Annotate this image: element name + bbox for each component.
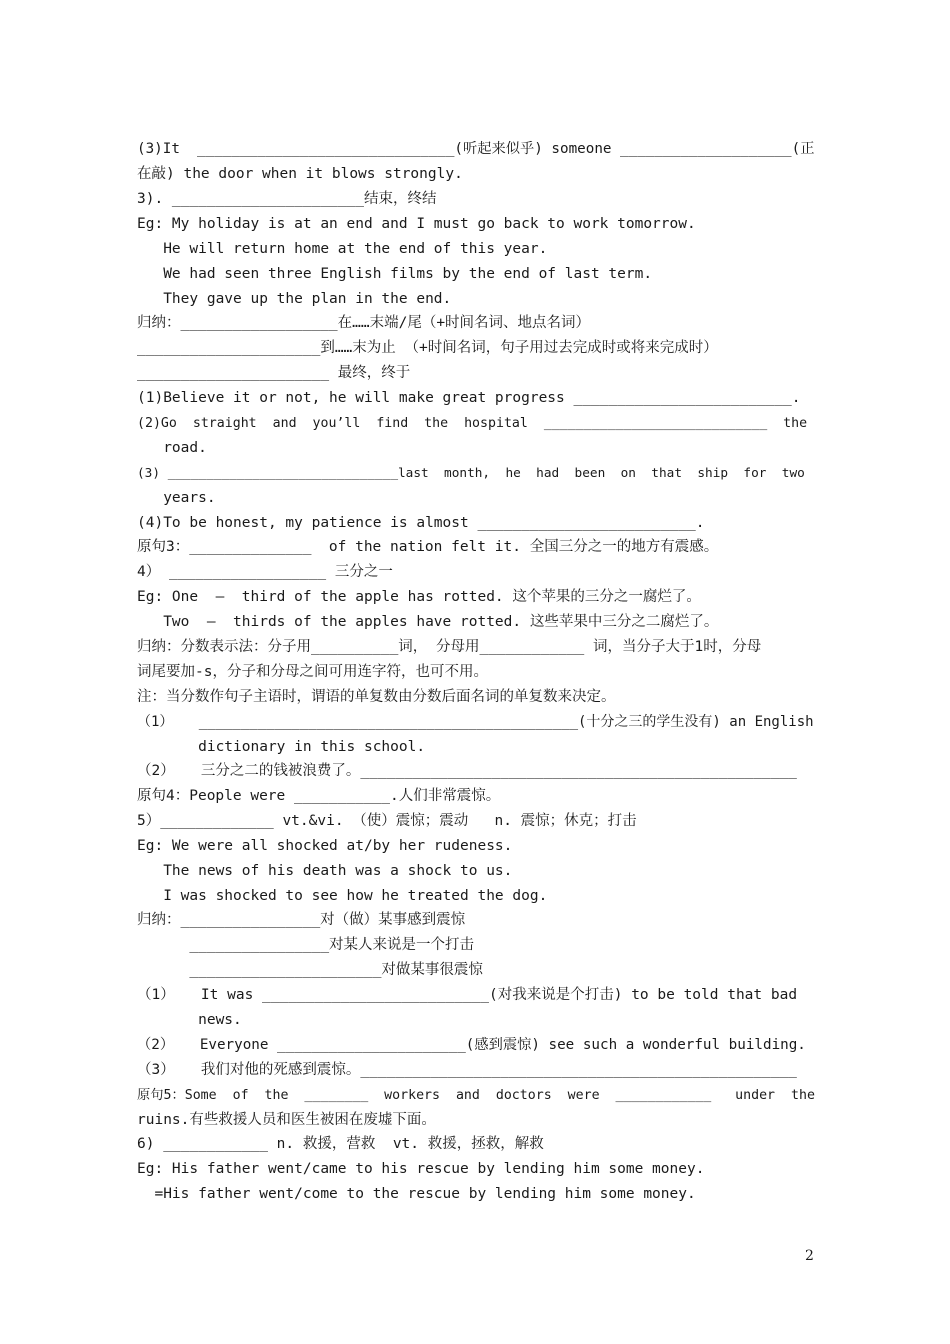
text-line: news. (137, 1012, 242, 1028)
text-line: Eg: His father went/came to his rescue by lending him some money. (137, 1161, 705, 1177)
text-line: Two – thirds of the apples have rotted. 这些苹果中三分之二腐烂了。 (137, 614, 719, 630)
text-line: road. (137, 440, 207, 456)
text-line: Eg: My holiday is at an end and I must go back to work tomorrow. (137, 216, 696, 232)
text-line: (2)Go straight and you’ll find the hospital ____________________________ the (137, 416, 808, 431)
text-line: (3)It ______________________________(听起来似乎) someone ____________________(正 (137, 141, 815, 157)
text-line: 归纳：分数表示法：分子用__________词， 分母用____________ 词，当分子大于1时，分母 (137, 639, 762, 655)
text-line: （3） 我们对他的死感到震惊。__________________________________________________ (137, 1062, 797, 1078)
text-line: ruins.有些救援人员和医生被困在废墟下面。 (137, 1112, 436, 1128)
text-line: （1） It was __________________________(对我来说是个打击) to be told that bad (137, 987, 798, 1003)
text-line: ______________________ 最终，终于 (137, 365, 411, 381)
text-line: I was shocked to see how he treated the dog. (137, 888, 548, 904)
text-line: (1)Believe it or not, he will make great progress _________________________. (137, 390, 801, 406)
text-line: 3). ______________________结束，终结 (137, 191, 437, 207)
text-line: 6) ____________ n. 救援，营救 vt. 救援，拯救，解救 (137, 1136, 544, 1152)
text-line: 4） __________________ 三分之一 (137, 564, 393, 580)
text-line: Eg: One – third of the apple has rotted. 这个苹果的三分之一腐烂了。 (137, 589, 701, 605)
text-line: （2） Everyone ______________________(感到震惊) see such a wonderful building. (137, 1037, 806, 1053)
text-line: 词尾要加-s，分子和分母之间可用连字符，也可不用。 (137, 664, 488, 680)
text-line: 原句5：Some of the ________ workers and doctors were ____________ under the (137, 1088, 815, 1103)
text-line: Eg: We were all shocked at/by her rudeness. (137, 838, 513, 854)
text-line: 注：当分数作句子主语时，谓语的单复数由分数后面名词的单复数来决定。 (137, 689, 616, 705)
text-line: 原句4：People were ___________.人们非常震惊。 (137, 788, 501, 804)
text-line: 5）_____________ vt.&vi. （使）震惊；震动 n. 震惊；休克；打击 (137, 813, 637, 829)
text-line: He will return home at the end of this year. (137, 241, 548, 257)
text-line: They gave up the plan in the end. (137, 291, 452, 307)
text-line: 归纳：________________对（做）某事感到震惊 (137, 912, 466, 928)
text-line: 在敲) the door when it blows strongly. (137, 166, 463, 182)
text-line: 原句3：______________ of the nation felt it. 全国三分之一的地方有震感。 (137, 539, 719, 555)
text-line: The news of his death was a shock to us. (137, 863, 513, 879)
text-line: years. (137, 490, 216, 506)
text-line: 归纳：__________________在……末端/尾（+时间名词、地点名词） (137, 315, 591, 331)
text-line: =His father went/come to the rescue by lending him some money. (137, 1186, 696, 1202)
text-line: (4)To be honest, my patience is almost _________________________. (137, 515, 705, 531)
text-line: （2） 三分之二的钱被浪费了。__________________________________________________ (137, 763, 797, 779)
text-line: ______________________对做某事很震惊 (137, 962, 483, 978)
text-line: ________________对某人来说是一个打击 (137, 937, 475, 953)
page-number: 2 (805, 1248, 814, 1264)
text-line: _____________________到……末为止 （+时间名词，句子用过去完成时或将来完成时） (137, 340, 718, 356)
text-line: （1） _____________________________________________(十分之三的学生没有) an English (137, 714, 814, 730)
text-line: (3) ______________________________last month, he had been on that ship for two (137, 466, 805, 481)
text-line: dictionary in this school. (137, 739, 426, 755)
text-line: We had seen three English films by the end of last term. (137, 266, 653, 282)
